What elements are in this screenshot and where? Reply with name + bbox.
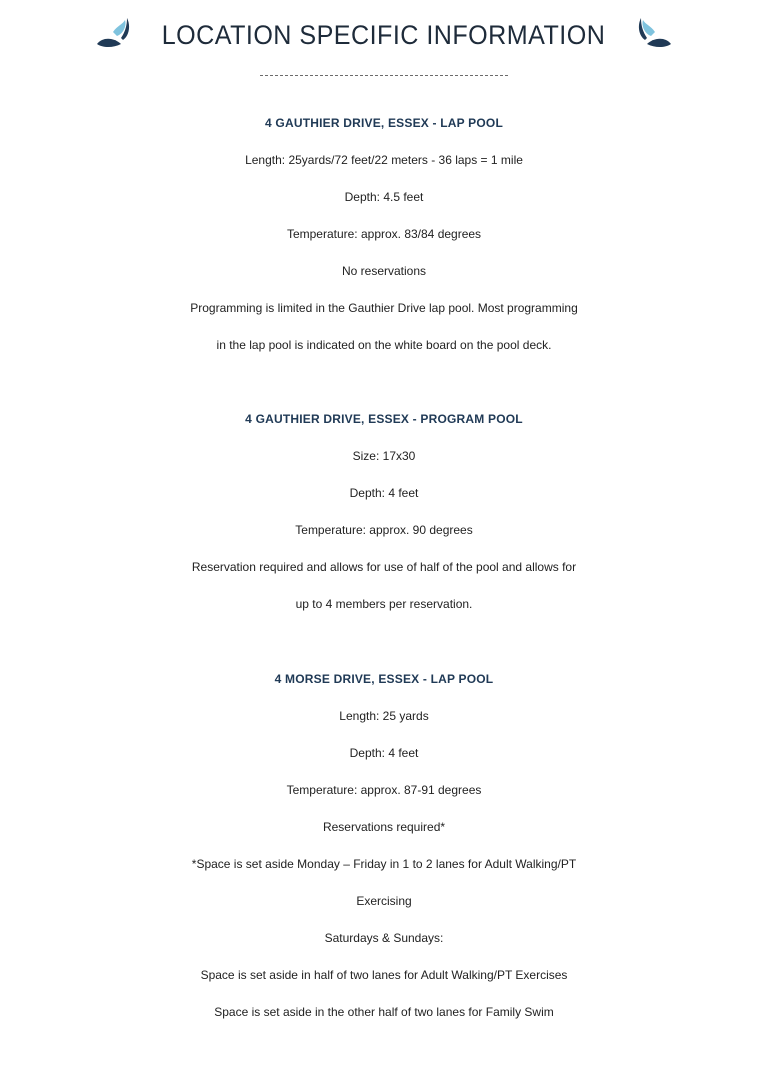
info-line: Reservations required* [322, 820, 446, 834]
leaf-sprig-icon [91, 14, 131, 56]
section-heading: 4 MORSE DRIVE, ESSEX - LAP POOL [274, 672, 494, 686]
info-line: Temperature: approx. 83/84 degrees [286, 227, 482, 241]
info-line: *Space is set aside Monday – Friday in 1 to 2 lanes for Adult Walking/PT [191, 857, 577, 871]
info-line: Space is set aside in the other half of two lanes for Family Swim [214, 1005, 554, 1019]
page-title: LOCATION SPECIFIC INFORMATION [162, 19, 606, 50]
title-divider [260, 75, 508, 76]
info-line: Depth: 4 feet [349, 486, 419, 500]
leaf-sprig-icon [637, 14, 677, 56]
section-heading: 4 GAUTHIER DRIVE, ESSEX - PROGRAM POOL [245, 412, 523, 426]
info-line: Temperature: approx. 90 degrees [295, 523, 473, 537]
info-line: Reservation required and allows for use of half of the pool and allows for [191, 560, 577, 574]
info-line: Space is set aside in half of two lanes for Adult Walking/PT Exercises [200, 968, 568, 982]
info-line: Programming is limited in the Gauthier Drive lap pool. Most programming [190, 301, 578, 315]
info-line: Depth: 4 feet [349, 746, 419, 760]
info-line: up to 4 members per reservation. [295, 597, 473, 611]
section-gauthier-lap-pool [0, 105, 768, 364]
info-line: Length: 25 yards [339, 709, 429, 723]
header [0, 14, 768, 56]
info-line: Size: 17x30 [352, 449, 416, 463]
section-morse-lap-pool [0, 661, 768, 1031]
info-line: Depth: 4.5 feet [344, 190, 424, 204]
section-gauthier-program-pool [0, 401, 768, 623]
info-line: Exercising [356, 894, 412, 908]
section-heading: 4 GAUTHIER DRIVE, ESSEX - LAP POOL [265, 116, 503, 130]
info-line: in the lap pool is indicated on the white board on the pool deck. [216, 338, 552, 352]
info-line: Length: 25yards/72 feet/22 meters - 36 laps = 1 mile [245, 153, 523, 167]
info-line: No reservations [341, 264, 427, 278]
info-line: Saturdays & Sundays: [324, 931, 444, 945]
info-line: Temperature: approx. 87-91 degrees [286, 783, 482, 797]
